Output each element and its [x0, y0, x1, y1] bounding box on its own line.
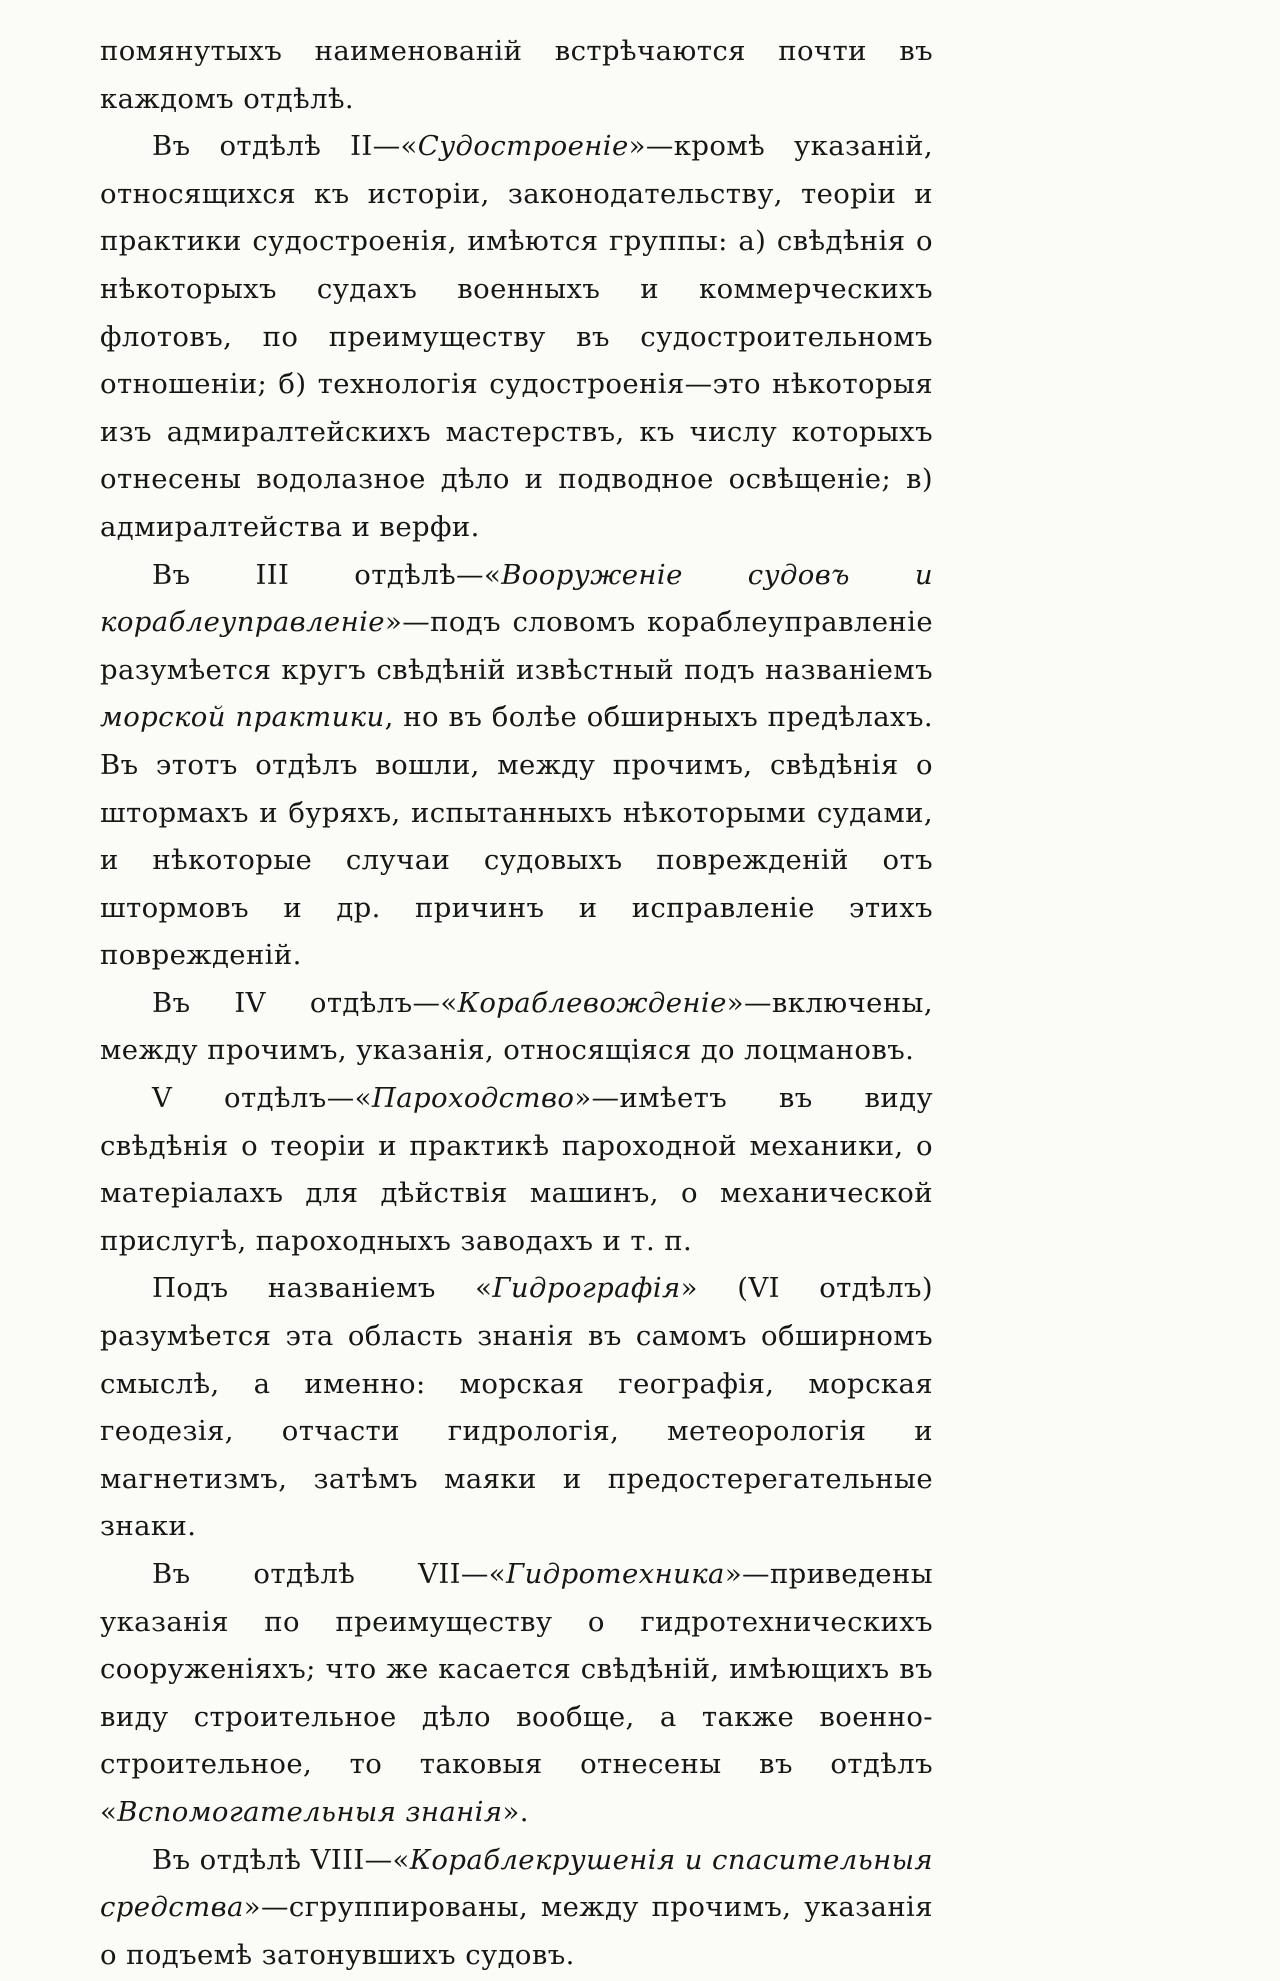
section-title-text-run: морской практики — [100, 701, 385, 734]
paragraph — [100, 1265, 933, 1551]
text-run: Въ IV отдѣлъ—« — [152, 986, 458, 1019]
text-run: V отдѣлъ—« — [152, 1082, 372, 1115]
text-run: »—приведены указанія по преимуществу о гидротехническихъ сооруженіяхъ; что же касается свѣдѣній, имѣющихъ въ виду строительное дѣло вообще, а также военно-строительное, то таковыя отнесены въ отдѣлъ « — [100, 1558, 933, 1828]
page-text — [100, 28, 933, 1979]
paragraph — [100, 1551, 933, 1837]
text-run: , но въ болѣе обширныхъ предѣлахъ. Въ этотъ отдѣлъ вошли, между прочимъ, свѣдѣнія о штормахъ и буряхъ, испытанныхъ нѣкоторыми судами, и нѣкоторые случаи судовыхъ поврежденій отъ штормовъ и др. причинъ и исправленіе этихъ поврежденій. — [100, 701, 933, 972]
section-title-text-run: Гидрографія — [492, 1272, 681, 1305]
paragraph — [100, 28, 933, 123]
text-run: »—кромѣ указаній, относящихся къ исторіи, законодательству, теоріи и практики судостроенія, имѣются группы: а) свѣдѣнія о нѣкоторыхъ судахъ военныхъ и коммерческихъ флотовъ, по преимуществу въ судостроительномъ отношеніи; б) технологія судостроенія—это нѣкоторыя изъ адмиралтейскихъ мастерствъ, къ числу которыхъ отнесены водолазное дѣло и подводное освѣщеніе; в) адмиралтейства и верфи. — [100, 130, 933, 543]
section-title-text-run: Вооруженіе судовъ и кораблеуправленіе — [100, 558, 933, 639]
text-run: »—включены, между прочимъ, указанія, относящіяся до лоцмановъ. — [100, 986, 933, 1067]
text-run: Въ отдѣлѣ VII—« — [152, 1558, 507, 1590]
paragraph — [100, 1075, 933, 1265]
text-run: Въ отдѣлѣ II—« — [152, 130, 418, 163]
section-title-text-run: Кораблевожденіе — [457, 986, 727, 1019]
text-run: »—сгруппированы, между прочимъ, указанія о подъемѣ затонувшихъ судовъ. — [100, 1891, 933, 1971]
section-title-text-run: Судостроеніе — [417, 130, 629, 163]
text-run: Въ III отдѣлѣ—« — [152, 558, 502, 591]
paragraph — [100, 552, 933, 980]
text-run: помянутыхъ наименованій встрѣчаются почти въ каждомъ отдѣлѣ. — [100, 35, 933, 115]
section-title-text-run: Кораблекрушенія и спасительныя средства — [100, 1843, 933, 1924]
text-run: ». — [502, 1795, 529, 1828]
text-run: Въ отдѣлѣ VIII—« — [152, 1843, 410, 1876]
text-run: » (VI отдѣлъ) разумѣется эта область знанія въ самомъ обширномъ смыслѣ, а именно: морская географія, морская геодезія, отчасти гидрологія, метеорологія и магнетизмъ, затѣмъ маяки и предостерегательные знаки. — [100, 1272, 933, 1543]
text-run: »—подъ словомъ кораблеуправленіе разумѣется кругъ свѣдѣній извѣстный подъ названіемъ — [100, 606, 933, 686]
text-run: »—имѣетъ въ виду свѣдѣнія о теоріи и практикѣ пароходной механики, о матеріалахъ для дѣйствія машинъ, о механической прислугѣ, пароходныхъ заводахъ и т. п. — [100, 1082, 933, 1257]
section-title-text-run: Пароходство — [371, 1082, 575, 1115]
text-run: Подъ названіемъ « — [152, 1272, 493, 1305]
paragraph — [100, 123, 933, 551]
section-title-text-run: Вспомогательныя знанія — [117, 1795, 503, 1828]
paragraph — [100, 1837, 933, 1980]
paragraph — [100, 980, 933, 1075]
section-title-text-run: Гидротехника — [506, 1558, 725, 1590]
